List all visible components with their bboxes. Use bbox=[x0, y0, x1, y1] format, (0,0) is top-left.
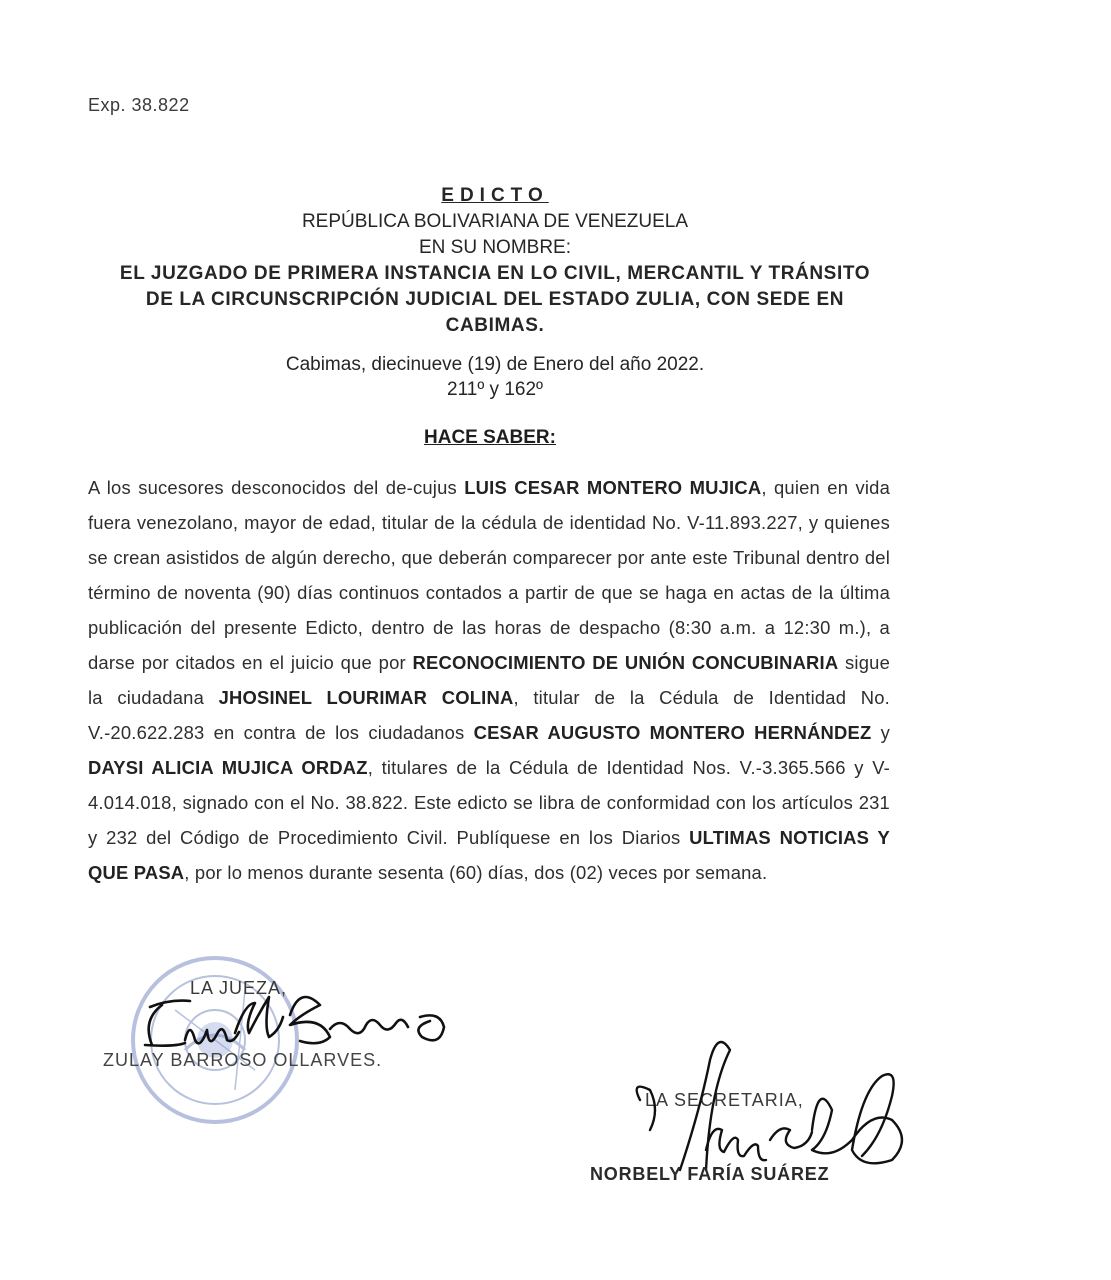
header-line-republic: REPÚBLICA BOLIVARIANA DE VENEZUELA bbox=[301, 211, 689, 232]
deceased-name: LUIS CESAR MONTERO MUJICA bbox=[464, 477, 762, 498]
body-text-7: , por lo menos durante sesenta (60) días, dos (02) veces por semana. bbox=[184, 862, 768, 883]
date-line: Cabimas, diecinueve (19) de Enero del año 2022. bbox=[285, 354, 705, 375]
body-paragraph bbox=[88, 470, 890, 890]
header-line-court-2: DE LA CIRCUNSCRIPCIÓN JUDICIAL DEL ESTADO ZULIA, CON SEDE EN bbox=[145, 289, 845, 310]
section-heading: HACE SABER: bbox=[424, 427, 556, 448]
expediente-number: Exp. 38.822 bbox=[88, 95, 190, 115]
secretary-name: NORBELY FARÍA SUÁREZ bbox=[590, 1164, 830, 1184]
header-line-court-1: EL JUZGADO DE PRIMERA INSTANCIA EN LO CIVIL, MERCANTIL Y TRÁNSITO bbox=[119, 263, 871, 284]
date-block bbox=[250, 352, 740, 402]
document-title: EDICTO bbox=[441, 185, 549, 206]
document-header bbox=[80, 183, 910, 339]
secretary-title: LA SECRETARIA, bbox=[645, 1090, 804, 1110]
header-line-court-3: CABIMAS. bbox=[445, 315, 545, 336]
body-text-1: A los sucesores desconocidos del de-cujus bbox=[88, 477, 465, 498]
judge-name: ZULAY BARROSO OLLARVES. bbox=[103, 1050, 383, 1070]
years-line: 211º y 162º bbox=[447, 379, 543, 400]
judge-title: LA JUEZA, bbox=[190, 978, 288, 998]
body-text-5: y bbox=[871, 722, 890, 743]
defendant-1-name: CESAR AUGUSTO MONTERO HERNÁNDEZ bbox=[473, 722, 872, 743]
defendant-2-name: DAYSI ALICIA MUJICA ORDAZ bbox=[88, 757, 368, 778]
body-text-6: , titulares de la Cédula de Identidad Nos. V.-3.365.566 y V-4.014.018, signado con el No. 38.822. Este edicto se libra de conformidad con los artículos 231 y 232 del Código de Procedimiento Civil. Publíquese en los Diarios bbox=[88, 757, 890, 848]
newspapers: ULTIMAS NOTICIAS Y QUE PASA bbox=[88, 827, 890, 883]
header-line-nombre: EN SU NOMBRE: bbox=[418, 237, 572, 258]
body-text-2: , quien en vida fuera venezolano, mayor de edad, titular de la cédula de identidad No. V-11.893.227, y quienes se crean asistidos de algún derecho, que deberán comparecer por ante este Tribunal dentro del término de noventa (90) días continuos contados a partir de que se haga en actas de la última publicación del presente Edicto, dentro de las horas de despacho (8:30 a.m. a 12:30 m.), a darse por citados en el juicio que por bbox=[88, 477, 891, 673]
plaintiff-name: JHOSINEL LOURIMAR COLINA bbox=[218, 687, 514, 708]
body-text-4: , titular de la Cédula de Identidad No. V.-20.622.283 en contra de los ciudadanos bbox=[88, 687, 890, 743]
body-text-3: sigue la ciudadana bbox=[88, 652, 890, 708]
case-type: RECONOCIMIENTO DE UNIÓN CONCUBINARIA bbox=[412, 652, 839, 673]
